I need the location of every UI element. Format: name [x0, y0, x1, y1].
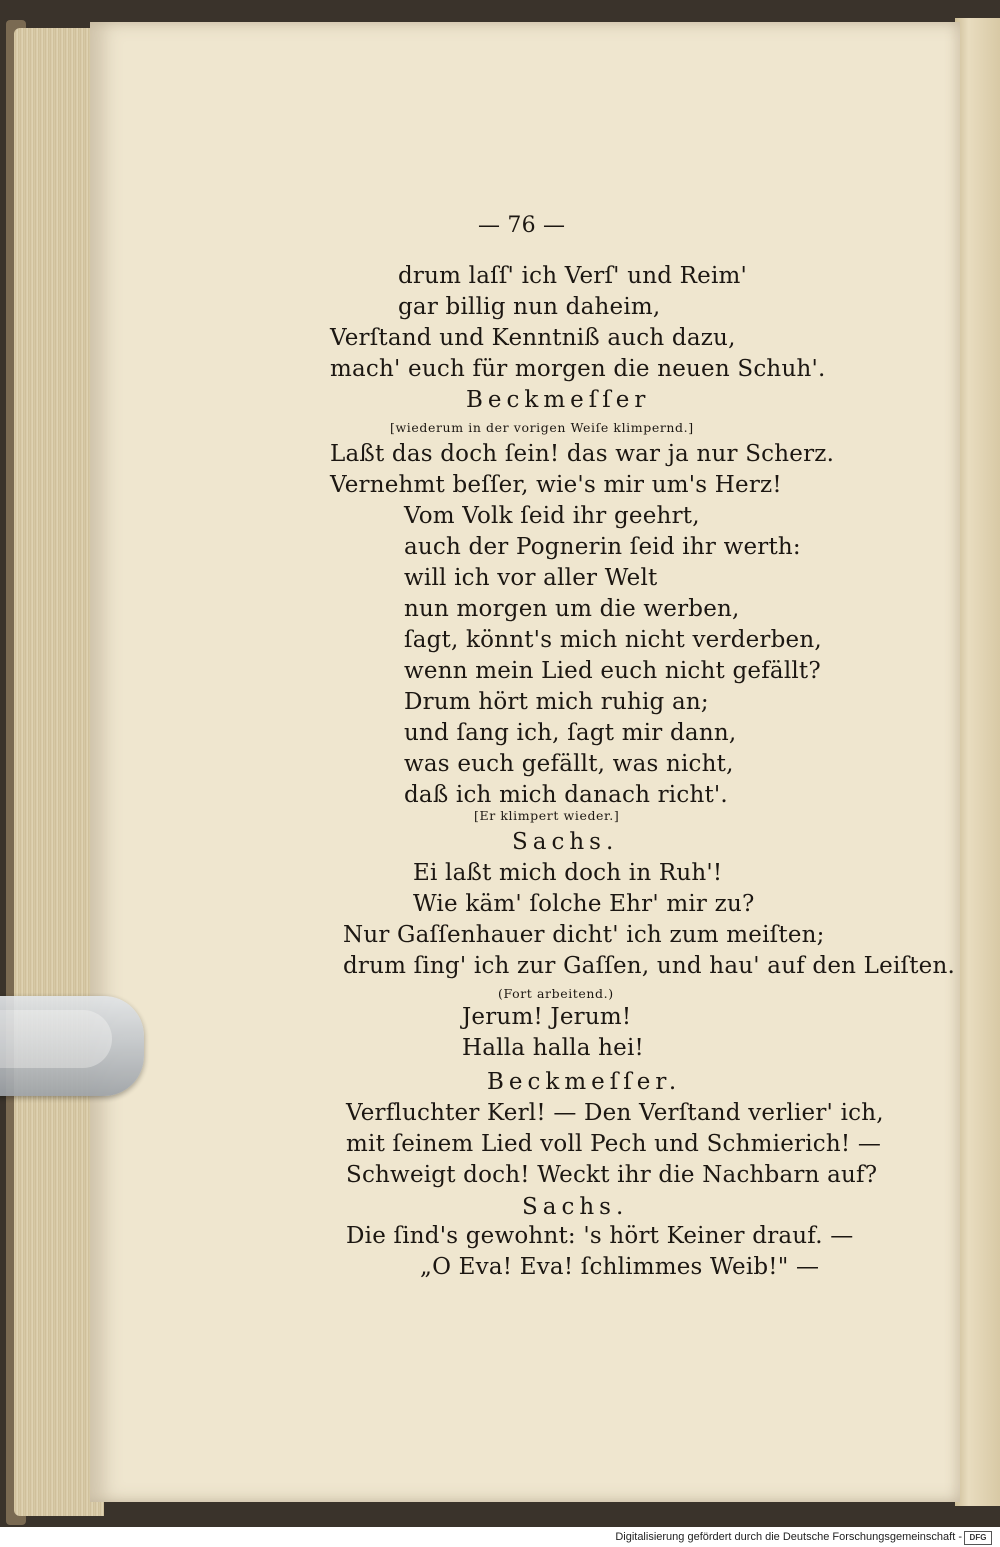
text-line: drum laſſ' ich Verſ' und Reim': [398, 263, 748, 289]
speaker-name: Sachs.: [512, 829, 619, 855]
text-line: Verfluchter Kerl! — Den Verſtand verlier' ich,: [346, 1100, 884, 1126]
stage-direction: (Fort arbeitend.): [498, 986, 614, 1001]
text-line: Vom Volk ſeid ihr geehrt,: [404, 503, 700, 529]
text-line: was euch gefällt, was nicht,: [404, 751, 734, 777]
text-line: nun morgen um die werben,: [404, 596, 740, 622]
text-line: Die ſind's gewohnt: 's hört Keiner drauf. —: [346, 1223, 854, 1249]
text-line: Wie käm' ſolche Ehr' mir zu?: [413, 891, 755, 917]
text-line: ſagt, könnt's mich nicht verderben,: [404, 627, 822, 653]
text-line: Ei laßt mich doch in Ruh'!: [413, 860, 723, 886]
text-line: gar billig nun daheim,: [398, 294, 661, 320]
text-line: Vernehmt beſſer, wie's mir um's Herz!: [330, 472, 782, 498]
speaker-name: Beckmeſſer: [466, 387, 651, 413]
text-line: auch der Pognerin ſeid ihr werth:: [404, 534, 801, 560]
text-line: daß ich mich danach richt'.: [404, 782, 728, 808]
bookmark-strip: [0, 996, 144, 1096]
text-line: mach' euch für morgen die neuen Schuh'.: [330, 356, 826, 382]
stage-direction: [wiederum in der vorigen Weiſe klimpernd.]: [390, 420, 694, 435]
speaker-name: Sachs.: [522, 1194, 629, 1220]
text-line: Halla halla hei!: [462, 1035, 644, 1061]
text-line: Verſtand und Kenntniß auch dazu,: [330, 325, 736, 351]
text-line: Laßt das doch ſein! das war ja nur Scherz.: [330, 441, 835, 467]
text-line: und ſang ich, ſagt mir dann,: [404, 720, 737, 746]
text-line: drum ſing' ich zur Gaſſen, und hau' auf den Leiſten.: [343, 953, 956, 979]
text-line: „O Eva! Eva! ſchlimmes Weib!" —: [420, 1254, 820, 1280]
text-line: Schweigt doch! Weckt ihr die Nachbarn auf?: [346, 1162, 878, 1188]
footer-bar: [0, 1527, 1000, 1547]
text-line: Nur Gaſſenhauer dicht' ich zum meiſten;: [343, 922, 825, 948]
text-line: wenn mein Lied euch nicht gefällt?: [404, 658, 821, 684]
text-line: Drum hört mich ruhig an;: [404, 689, 709, 715]
text-line: Jerum! Jerum!: [462, 1004, 632, 1030]
bookmark-highlight: [0, 1010, 112, 1068]
stage-direction: [Er klimpert wieder.]: [474, 808, 620, 823]
text-line: mit ſeinem Lied voll Pech und Schmierich! —: [346, 1131, 882, 1157]
dfg-logo-icon: DFG: [964, 1531, 992, 1545]
page-number: — 76 —: [478, 213, 566, 238]
text-line: will ich vor aller Welt: [404, 565, 658, 591]
speaker-name: Beckmeſſer.: [487, 1069, 682, 1095]
funding-credit: Digitalisierung gefördert durch die Deutsche Forschungsgemeinschaft -: [615, 1531, 962, 1543]
